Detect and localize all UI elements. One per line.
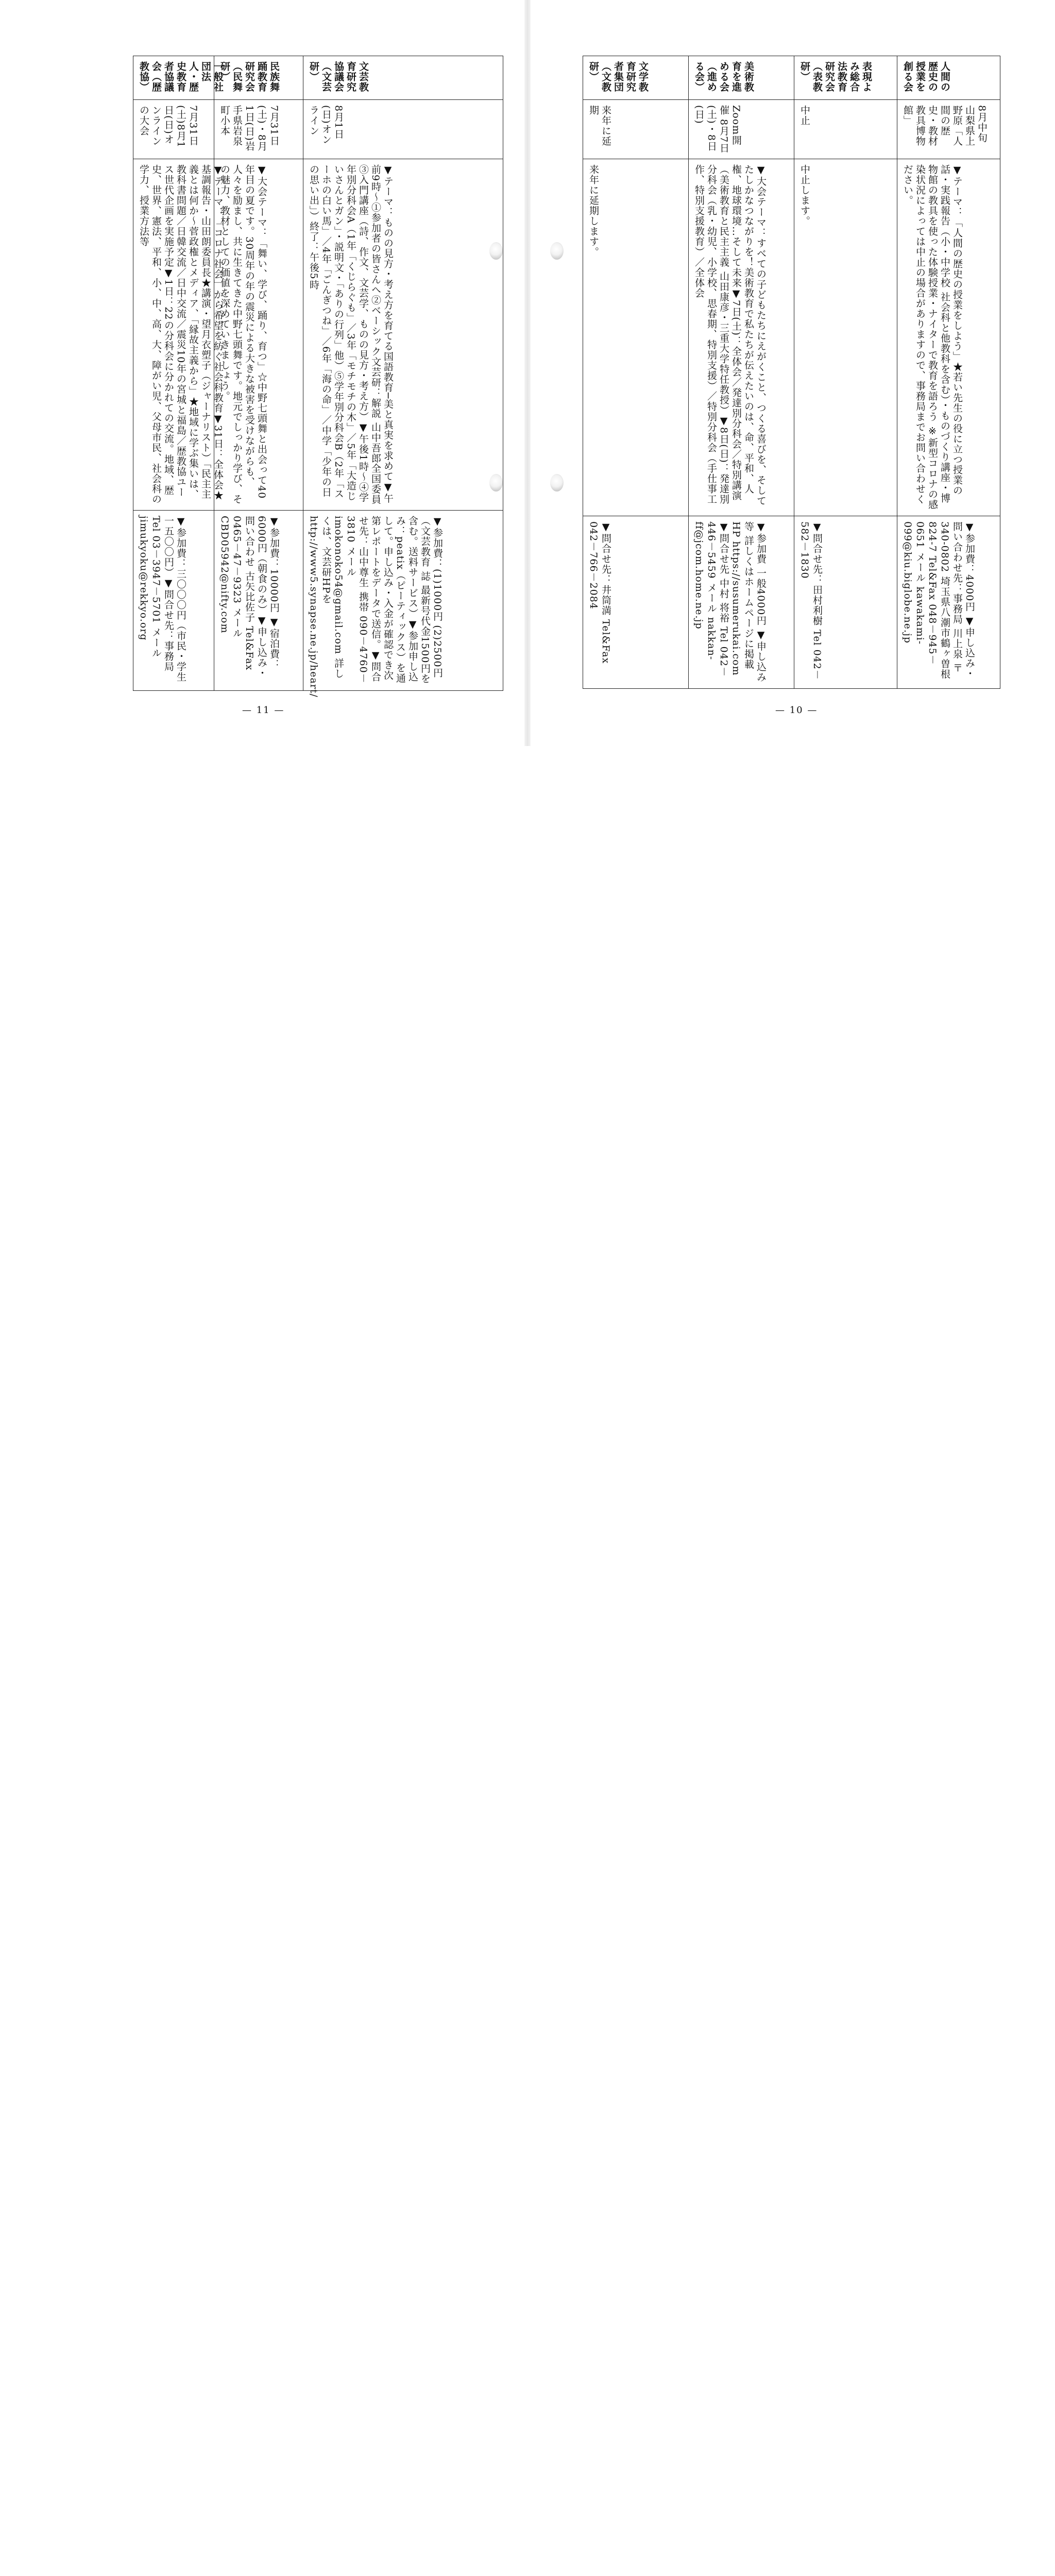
right-page: [583, 56, 1000, 688]
event-content: ▼テーマ：「人間の歴史の授業をしよう」★若い先生の役に立つ授業の話・実践報告（小・中学校 社会科と他教科を含む）・ものづくり講座・博物館の教具を使った体験授業・ナイターで教育を語ろう ※新型コロナの感染状況によっては中止の場合がありますので、事務局までお問い合わせください。: [902, 164, 963, 510]
org-cell-susumerukai: [689, 56, 794, 100]
date-cell-rekkyo: [133, 100, 214, 159]
event-content: ▼大会テーマ：すべての子どもたちにえがくこと、つくる喜びを、そしてたしかなつながりを！美術教育で私たちが伝えたいのは、命、平和、人権、地球環境…そして未来▼7日(土)：全体会／発達別分科会／特別講演（美術教育と民主主義 山田康彦・三重大学特任教授）▼8日(日)：発達別分科会（乳・幼児、小学校、思春期、特別支援）／特別分科会（手仕事工作、特別支援教育）／全体会: [693, 164, 767, 506]
contact-info: ▼参加費：三〇〇〇円（市民・学生一五〇〇円）▼問合せ先：事務局 Tel 03－3947－5701 メール jimukyoku@rekkyo.org: [138, 516, 186, 682]
content-cell-minbuken: [214, 159, 303, 511]
right-page-number: — 10 —: [775, 705, 818, 716]
punch-hole: [489, 242, 503, 260]
content-cell-susumerukai: [689, 159, 794, 516]
contact-cell-bungeiken: [303, 511, 503, 698]
content-cell-ningen-rekishi: [897, 159, 1000, 516]
event-date: 中止: [799, 105, 810, 126]
org-name: 民族舞踊教育研究会（民舞研）: [219, 61, 280, 92]
event-content: ▼大会テーマ：「舞い、学び、踊り、育つ」☆中野七頭舞と出会って40年目の夏です。30周年の年の震災による大きな被害を受けながらも、人々を励まし、共に生きてきた中野七頭舞です。地元でしっかり学び、その魅力、教材としての価値を深めていきましょう。: [219, 164, 267, 504]
org-name: 美術教育を進める会（進める会）: [693, 61, 754, 92]
contact-cell-hyokyoken: [794, 516, 897, 689]
date-cell-bunkyoken: [583, 100, 689, 159]
contact-info: ▼参加費：10000円 ▼宿泊費：6000円（朝食のみ）▼申し込み・問い合わせ 古矢比佐子 Tel&Fax 0465－47－9323 メール CBD05942@nifty.com: [219, 516, 280, 679]
org-cell-hyokyoken: [794, 56, 897, 100]
org-cell-ningen-rekishi: [897, 56, 1000, 100]
left-page-number: — 11 —: [242, 705, 285, 716]
contact-info: ▼問合せ先：井筒満 Tel&Fax 042－766－2084: [588, 521, 611, 664]
event-date: 7月31日(土)8月1日(日)オンラインの大会: [138, 105, 199, 148]
date-cell-hyokyoken: [794, 100, 897, 159]
event-date: 来年に延期: [588, 105, 611, 146]
org-name: 人間の歴史の授業を創る会: [902, 61, 950, 92]
punch-hole: [550, 474, 564, 492]
org-name: 一般社団法人・歴史教育者協議会（歴教協）: [138, 61, 224, 92]
event-date: 8月中旬 山梨県上野原「人間の歴史・教材教具博物館」: [902, 105, 988, 146]
date-cell-minbuken: [214, 100, 303, 159]
contact-cell-rekkyo: [133, 511, 214, 691]
punch-hole: [489, 474, 503, 492]
event-content: ▼テーマ：「コロナ社会」から希望を紡ぐ社会科教育▼31日：全体会★基調報告・山田朗委員長★講演・望月衣塑子（ジャーナリスト）「民主主義とは何か〜菅政権とメディア、「縁故主義から」★地域に学ぶ集いは、教科書問題／日韓交流／日中交流／震災10年の宮城と福島／歴教協ユース世代企画を実施予定▼1日：22の分科会に分かれての交流。地域、歴史、世界、憲法、平和、小、中、高、大、障がい児、父母市民、社会科の学力、授業方法等: [138, 164, 224, 504]
contact-info: ▼参加費：(1)1000円 (2)2500円（文芸教育 誌 最新号代金1500円を含む。送料サービス）▼参加申し込み：peatix（ピーティックス）を通して。申し込み・入金が確認でき次第レポートをデータで送信。▼問合せ先：山中尊生 携帯 090－4760－3810 メール imokonoko54@gmail.com 詳しくは、文芸研HPを http://www5.synapse.ne.jp/heart/: [308, 516, 443, 698]
event-date: Zoom開催 8月7日(土)・8日(日): [693, 105, 742, 154]
date-cell-bungeiken: [303, 100, 503, 159]
org-name: 表現よみ総合法教育研究会（表教研）: [799, 61, 872, 92]
contact-info: ▼参加費：4000円 ▼申し込み・問い合わせ先：事務局 川上泉 〒340-0802 埼玉県八潮市鶴ヶ曽根824-7 Tel&Fax 048－945－0651 メール kawakami-099@kiu.biglobe.ne.jp: [902, 521, 975, 680]
contact-info: ▼問合せ先：田村利樹 Tel 042－582－1830: [799, 521, 823, 680]
content-cell-bunkyoken: [583, 159, 689, 516]
contact-cell-ningen-rekishi: [897, 516, 1000, 689]
org-cell-rekkyo: [133, 56, 224, 100]
org-cell-minbuken: [214, 56, 303, 100]
contact-cell-susumerukai: [689, 516, 794, 689]
org-cell-bunkyoken: [583, 56, 689, 100]
event-date: 7月31日(土)・8月1日(日)岩手県岩泉町小本: [219, 105, 280, 151]
contact-cell-minbuken: [214, 511, 303, 691]
event-date: 8月1日(日)オンライン: [308, 105, 344, 145]
event-content: 来年に延期します。: [588, 164, 599, 257]
content-cell-bungeiken: [303, 159, 503, 511]
date-cell-susumerukai: [689, 100, 794, 159]
event-content: 中止します。: [799, 164, 810, 226]
org-cell-bungeiken: [303, 56, 503, 100]
event-content: ▼テーマ：ものの見方・考え方を育てる国語教育─美と真実を求めて▼午前9時〜①参加者の皆さんへ②ベーシック文芸研：解説 山中吾郎全国委員 ③入門講座（詩、作文、文芸学、ものの見方・考え方）▼午後1時〜④学年別分科会A（1年「くじらぐも」／3年「モチモチの木」／5年「大造じいさんとガン」・説明文・「ありの行列」他）⑤学年別分科会B（2年「スーホの白い馬」／4年「ごんぎつね」／6年「海の命」／中学「少年の日の思い出」）終了：午後5時: [308, 164, 394, 505]
contact-info: ▼参加費 一般4000円 ▼申し込み等 詳しくはホームページに掲載 HP https://susumerukai.com ▼問合せ先 中村 将裕 Tel 042－446－5459 メール nakkan-ff@jcom.home.ne.jp: [693, 521, 767, 683]
page-spread-gutter: [524, 0, 531, 746]
org-name: 文芸教育研究協議会（文芸研）: [308, 61, 369, 92]
org-name: 文学教育研究者集団（文教研）: [588, 61, 649, 92]
left-page: [133, 56, 503, 698]
content-cell-hyokyoken: [794, 159, 897, 516]
content-cell-rekkyo: [133, 159, 224, 511]
punch-hole: [550, 242, 564, 260]
date-cell-ningen-rekishi: [897, 100, 1000, 159]
right-page-table: [583, 56, 1000, 689]
left-page-table: [133, 56, 503, 698]
contact-cell-bunkyoken: [583, 516, 689, 689]
